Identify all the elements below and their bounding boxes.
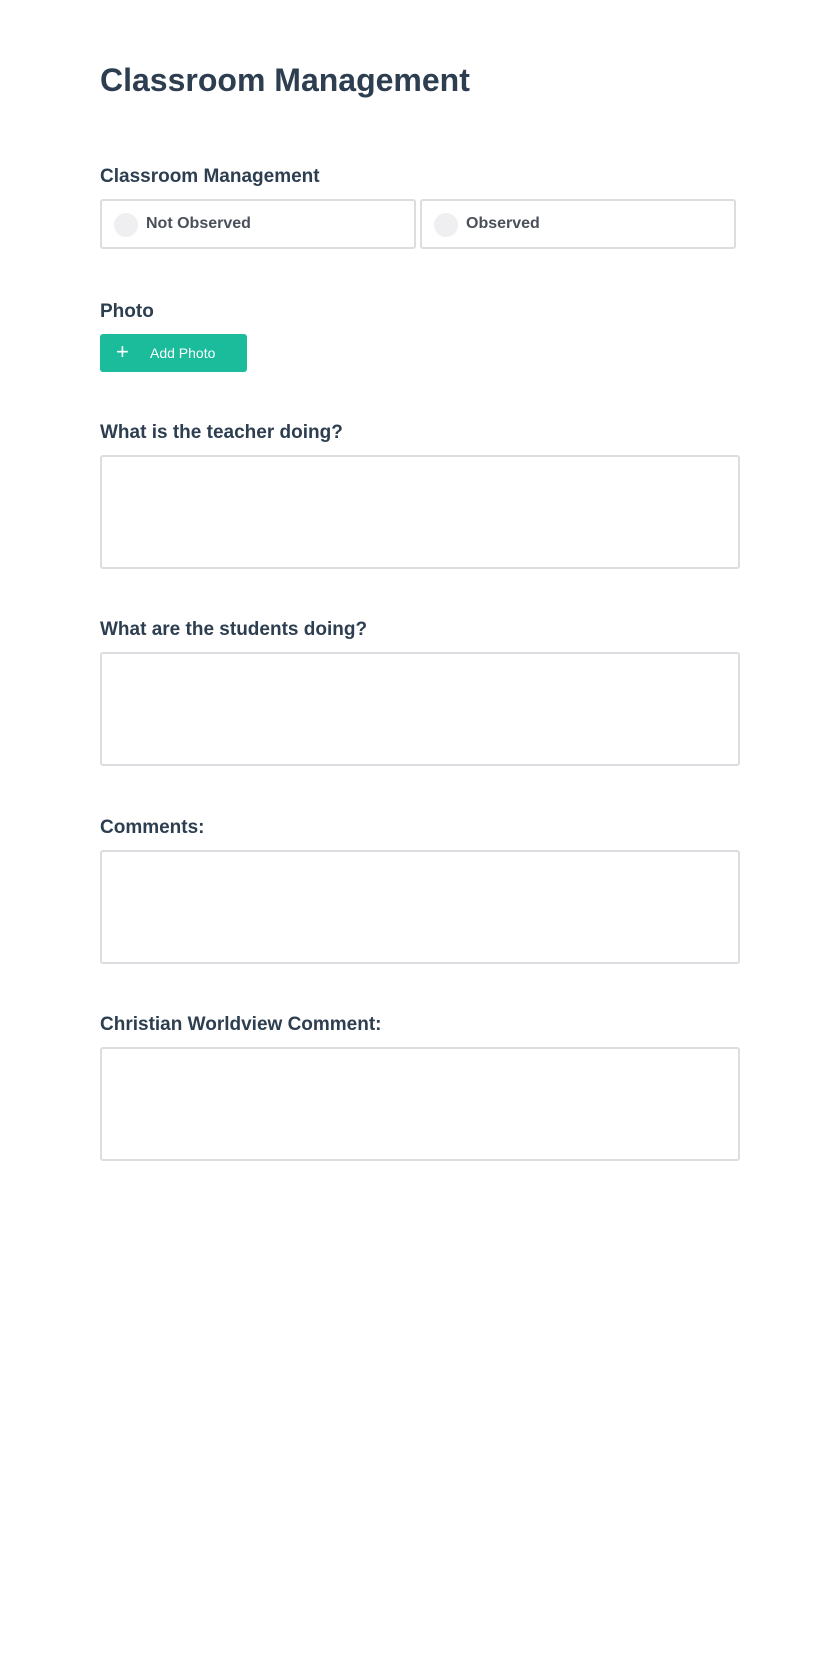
radio-circle-icon[interactable]	[114, 213, 138, 237]
photo-label: Photo	[100, 301, 154, 322]
teacher-doing-label: What is the teacher doing?	[100, 422, 343, 443]
teacher-doing-input[interactable]	[100, 455, 740, 569]
page-title: Classroom Management	[100, 62, 470, 98]
worldview-comment-label: Christian Worldview Comment:	[100, 1014, 382, 1035]
worldview-comment-input[interactable]	[100, 1047, 740, 1161]
classroom-management-label: Classroom Management	[100, 166, 320, 187]
students-doing-label: What are the students doing?	[100, 619, 368, 640]
option-label: Not Observed	[146, 215, 251, 232]
option-label: Observed	[466, 215, 540, 232]
students-doing-input[interactable]	[100, 652, 740, 766]
plus-icon: +	[116, 339, 129, 364]
add-photo-button[interactable]	[100, 334, 247, 372]
comments-label: Comments:	[100, 817, 205, 838]
option-not-observed[interactable]	[100, 199, 416, 249]
comments-input[interactable]	[100, 850, 740, 964]
radio-circle-icon[interactable]	[434, 213, 458, 237]
option-observed[interactable]	[420, 199, 736, 249]
add-photo-label: Add Photo	[150, 345, 216, 361]
